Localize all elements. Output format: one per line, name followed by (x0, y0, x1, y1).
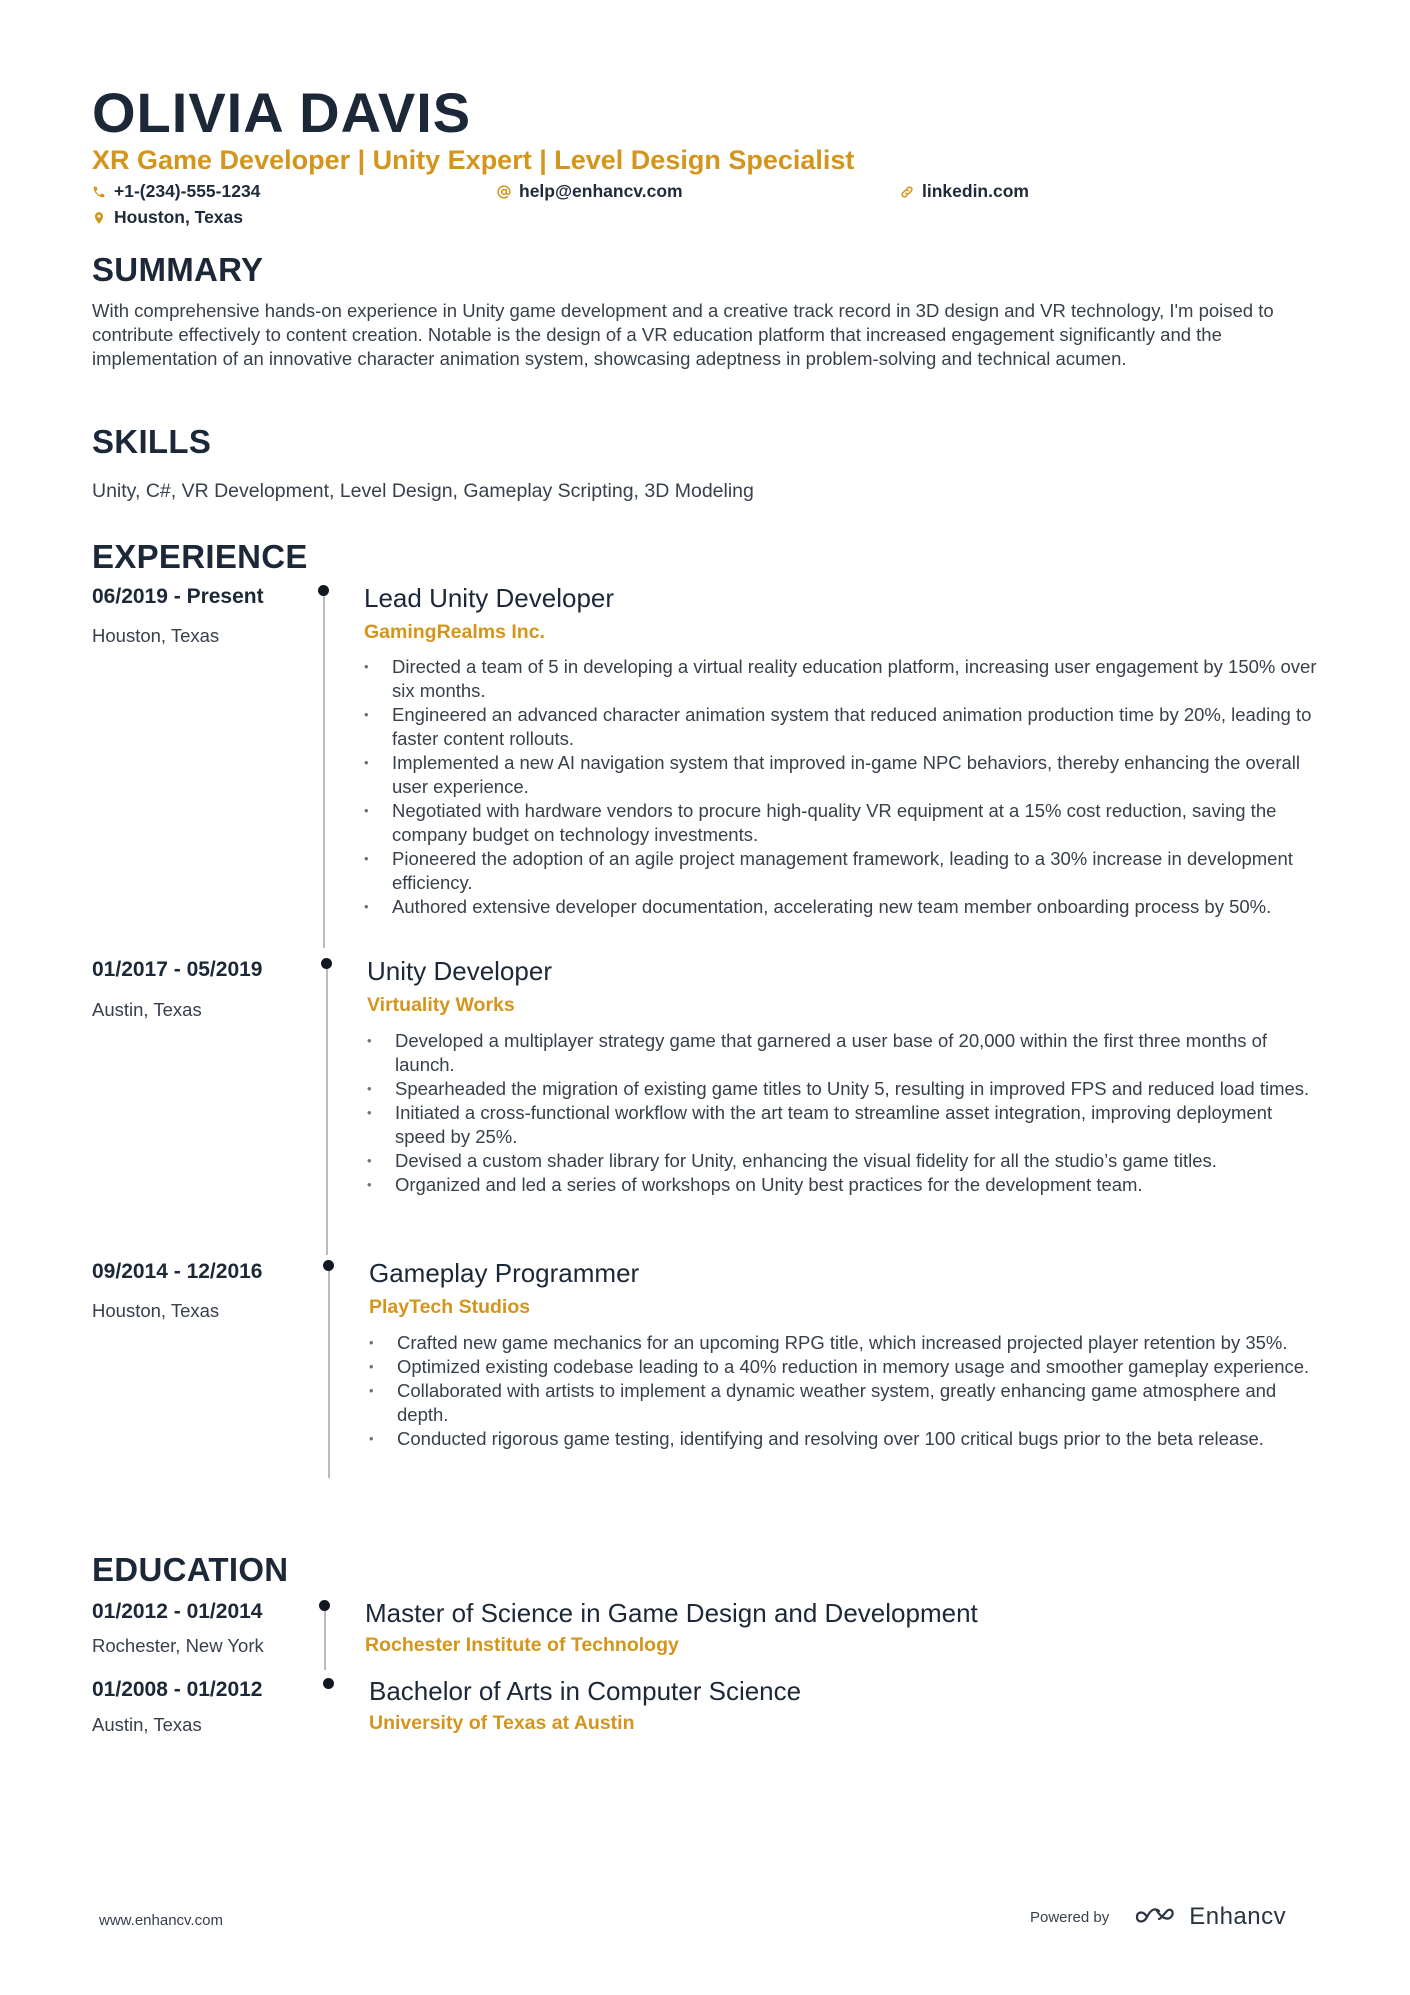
list-item: • Implemented a new AI navigation system that improved in-game NPC behaviors, thereby enhancing the overall user experience. (364, 751, 1324, 799)
footer-branding (1030, 1903, 1286, 1931)
timeline-dot (321, 958, 332, 969)
job-location: Houston, Texas (92, 1300, 220, 1321)
contact-location (92, 207, 243, 228)
job-company: PlayTech Studios (369, 1296, 531, 1318)
job-company: Virtuality Works (367, 994, 515, 1016)
summary-heading: SUMMARY (92, 251, 264, 288)
list-item: • Optimized existing codebase leading to a 40% reduction in memory usage and smoother gameplay experience. (369, 1355, 1329, 1379)
list-item: • Devised a custom shader library for Unity, enhancing the visual fidelity for all the studio’s game titles. (367, 1149, 1327, 1173)
job-bullets (364, 655, 1324, 919)
list-item: • Conducted rigorous game testing, identifying and resolving over 100 critical bugs prior to the beta release. (369, 1427, 1329, 1451)
brand-name: Enhancv (1189, 1903, 1287, 1930)
list-item: • Pioneered the adoption of an agile project management framework, leading to a 30% increase in development efficiency. (364, 847, 1324, 895)
timeline-dot (323, 1260, 334, 1271)
contact-linkedin[interactable] (900, 181, 1029, 202)
timeline-dot (319, 1600, 330, 1611)
job-role: Gameplay Programmer (369, 1258, 640, 1288)
powered-by-label: Powered by (1030, 1908, 1110, 1926)
job-dates: 06/2019 - Present (92, 585, 264, 608)
footer-website-link[interactable]: www.enhancv.com (99, 1912, 223, 1929)
edu-degree: Bachelor of Arts in Computer Science (369, 1676, 802, 1706)
brand-logo[interactable] (1135, 1903, 1286, 1931)
list-item: • Organized and led a series of workshops on Unity best practices for the development team. (367, 1173, 1327, 1197)
skills-heading: SKILLS (92, 423, 212, 460)
job-location: Houston, Texas (92, 625, 220, 646)
contact-email[interactable] (497, 181, 683, 202)
timeline-line (323, 595, 325, 948)
map-pin-icon (92, 211, 106, 225)
edu-location: Rochester, New York (92, 1635, 264, 1656)
linkedin-text: linkedin.com (922, 181, 1029, 201)
job-dates: 09/2014 - 12/2016 (92, 1260, 263, 1283)
timeline-line (324, 1606, 326, 1670)
list-item: • Authored extensive developer documentation, accelerating new team member onboarding process by 50%. (364, 895, 1324, 919)
edu-dates: 01/2012 - 01/2014 (92, 1600, 263, 1623)
timeline-dot (318, 585, 329, 596)
summary-text: With comprehensive hands-on experience in Unity game development and a creative track record in 3D design and VR technology, I'm poised to contribute effectively to content creation. Notable is the design of a VR education platform that increased engagement significantly and the implementation of an innovative character animation system, showcasing adeptness in problem-solving and technical acumen. (92, 300, 1274, 369)
job-location: Austin, Texas (92, 999, 202, 1020)
skills-list: Unity, C#, VR Development, Level Design, Gameplay Scripting, 3D Modeling (92, 480, 754, 502)
phone-icon (92, 185, 106, 199)
experience-heading: EXPERIENCE (92, 538, 308, 575)
list-item: • Crafted new game mechanics for an upcoming RPG title, which increased projected player retention by 35%. (369, 1331, 1329, 1355)
job-role: Lead Unity Developer (364, 583, 615, 613)
list-item: • Collaborated with artists to implement a dynamic weather system, greatly enhancing game atmosphere and depth. (369, 1379, 1329, 1427)
list-item: • Developed a multiplayer strategy game that garnered a user base of 20,000 within the first three months of launch. (367, 1029, 1327, 1077)
list-item: • Negotiated with hardware vendors to procure high-quality VR equipment at a 15% cost reduction, saving the company budget on technology investments. (364, 799, 1324, 847)
candidate-name: OLIVIA DAVIS (92, 81, 472, 144)
job-company: GamingRealms Inc. (364, 621, 545, 643)
candidate-headline: XR Game Developer | Unity Expert | Level Design Specialist (92, 145, 855, 175)
education-heading: EDUCATION (92, 1551, 289, 1588)
job-bullets (369, 1331, 1329, 1451)
timeline-dot (323, 1678, 334, 1689)
edu-dates: 01/2008 - 01/2012 (92, 1678, 263, 1701)
job-role: Unity Developer (367, 956, 552, 986)
job-dates: 01/2017 - 05/2019 (92, 958, 263, 981)
timeline-line (328, 1268, 330, 1478)
email-text: help@enhancv.com (519, 181, 683, 201)
timeline-line (326, 967, 328, 1255)
list-item: • Directed a team of 5 in developing a virtual reality education platform, increasing user engagement by 150% over six months. (364, 655, 1324, 703)
job-bullets (367, 1029, 1327, 1197)
list-item: • Engineered an advanced character animation system that reduced animation production time by 20%, leading to faster content rollouts. (364, 703, 1324, 751)
at-sign-icon (497, 185, 511, 199)
enhancv-logo-icon (1135, 1905, 1181, 1929)
contact-phone[interactable] (92, 181, 260, 202)
location-text: Houston, Texas (114, 207, 244, 227)
phone-text: +1-(234)-555-1234 (114, 181, 261, 201)
link-icon (900, 185, 914, 199)
edu-location: Austin, Texas (92, 1714, 202, 1735)
edu-degree: Master of Science in Game Design and Development (365, 1598, 978, 1628)
edu-school: University of Texas at Austin (369, 1712, 635, 1734)
list-item: • Initiated a cross-functional workflow with the art team to streamline asset integration, improving deployment speed by 25%. (367, 1101, 1327, 1149)
edu-school: Rochester Institute of Technology (365, 1634, 679, 1656)
list-item: • Spearheaded the migration of existing game titles to Unity 5, resulting in improved FPS and reduced load times. (367, 1077, 1327, 1101)
